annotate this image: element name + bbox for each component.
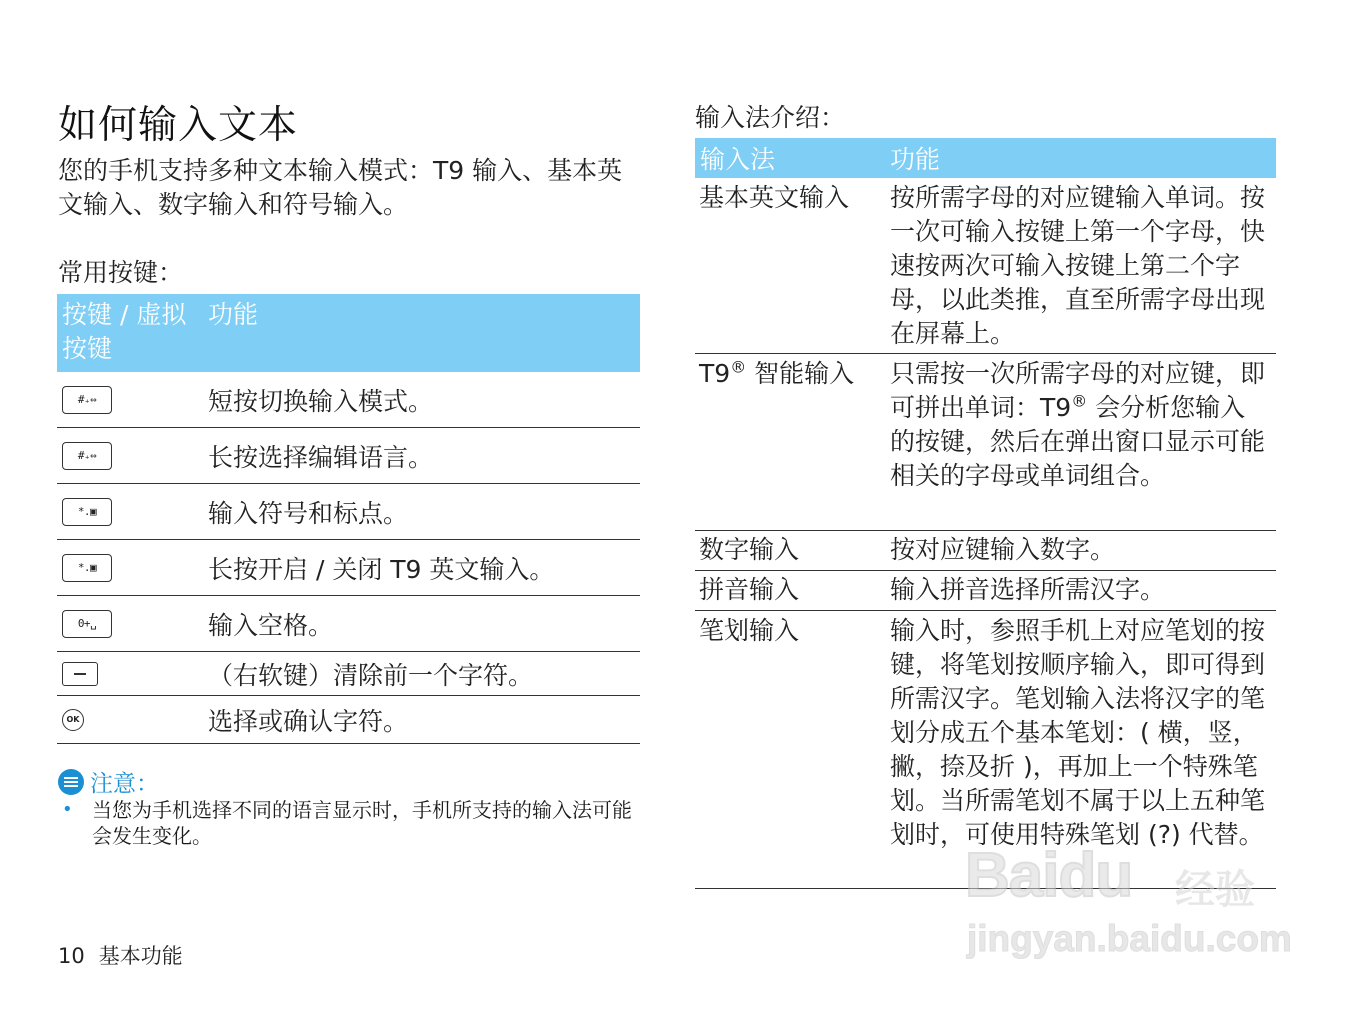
methods-header-method: 输入法 — [700, 145, 776, 174]
common-keys-heading: 常用按键： — [58, 258, 184, 287]
note-text: 当您为手机选择不同的语言显示时，手机所支持的输入法可能会发生变化。 — [92, 798, 632, 848]
key-cell — [57, 709, 208, 731]
intro-paragraph: 您的手机支持多种文本输入模式：T9 输入、基本英文输入、数字输入和符号输入。 — [58, 156, 623, 219]
input-methods-table — [695, 138, 1276, 889]
baidu-watermark — [965, 840, 1292, 970]
key-function: 短按切换输入模式。 — [208, 386, 434, 416]
key-cell — [57, 386, 208, 414]
method-name: 基本英文输入 — [699, 183, 850, 212]
key-function: 输入空格。 — [208, 610, 334, 640]
table-row — [57, 696, 640, 744]
registered-mark: ® — [730, 357, 747, 377]
method-desc-part1: 只需按一次所需字母的对应键，即可拼出单词：T9 — [890, 359, 1266, 422]
key-function: 长按开启 / 关闭 T9 英文输入。 — [208, 554, 555, 584]
key-function: 选择或确认字符。 — [208, 706, 409, 736]
key-cell — [57, 498, 208, 526]
table-row — [57, 540, 640, 596]
watermark-logo: Baidu — [965, 841, 1133, 910]
bullet-icon: • — [62, 799, 73, 820]
keys-table-header — [57, 294, 640, 372]
ok-key-icon: OK — [62, 709, 84, 731]
table-row — [695, 354, 1276, 531]
method-desc: 输入时，参照手机上对应笔划的按键，将笔划按顺序输入，即可得到所需汉字。笔划输入法将汉字的笔划分成五个基本笔划：( 横，竖，撇，捺及折 )，再加上一个特殊笔划。当所需笔划不属于以上五种笔划时，可使用特殊笔划 (?) 代替。 — [890, 616, 1266, 849]
table-row — [695, 571, 1276, 611]
keys-header-key-line2: 按键 — [62, 334, 113, 363]
hash-key-icon: #₊⇔ — [62, 442, 112, 470]
methods-header-func: 功能 — [890, 145, 941, 174]
key-cell — [57, 662, 208, 686]
method-desc: 输入拼音选择所需汉字。 — [890, 575, 1166, 604]
input-methods-heading: 输入法介绍： — [695, 103, 846, 132]
registered-mark: ® — [1071, 391, 1088, 411]
star-key-icon: *.▣ — [62, 554, 112, 582]
table-row — [57, 484, 640, 540]
note-item — [62, 797, 642, 849]
key-cell — [57, 610, 208, 638]
page-footer — [58, 940, 183, 970]
key-function: 输入符号和标点。 — [208, 498, 409, 528]
keys-header-key-line1: 按键 / 虚拟 — [62, 300, 187, 329]
key-function: （右软键）清除前一个字符。 — [208, 660, 534, 690]
method-name: 笔划输入 — [699, 616, 800, 645]
method-desc-part2: 会分析您输入的按键，然后在弹出窗口显示可能相关的字母或单词组合。 — [890, 393, 1266, 490]
method-name-t9: T9 — [699, 359, 731, 388]
watermark-url: jingyan.baidu.com — [967, 918, 1292, 959]
key-function: 长按选择编辑语言。 — [208, 442, 434, 472]
table-row — [57, 596, 640, 652]
hash-key-icon: #₊⇔ — [62, 386, 112, 414]
page-title: 如何输入文本 — [58, 103, 299, 148]
table-row — [695, 531, 1276, 571]
common-keys-table — [57, 294, 640, 744]
table-row — [57, 372, 640, 428]
page-number: 10 — [58, 944, 85, 968]
method-name: 数字输入 — [699, 535, 800, 564]
table-row — [57, 652, 640, 696]
method-name: 拼音输入 — [699, 575, 800, 604]
keys-header-func: 功能 — [208, 300, 259, 329]
section-name: 基本功能 — [98, 944, 183, 968]
table-row — [57, 428, 640, 484]
key-cell — [57, 442, 208, 470]
method-desc: 按所需字母的对应键输入单词。按一次可输入按键上第一个字母，快速按两次可输入按键上第二个字母，以此类推，直至所需字母出现在屏幕上。 — [890, 183, 1266, 348]
method-desc — [890, 357, 1276, 530]
method-name — [695, 357, 890, 530]
watermark-cn: 经验 — [1175, 867, 1255, 913]
keys-header-key — [57, 298, 208, 372]
star-key-icon: *.▣ — [62, 498, 112, 526]
note-title-text: 注意： — [90, 771, 159, 797]
method-name-suffix: 智能输入 — [746, 359, 855, 388]
zero-key-icon: 0+␣ — [62, 610, 112, 638]
method-desc: 按对应键输入数字。 — [890, 535, 1116, 564]
key-cell — [57, 554, 208, 582]
methods-table-header — [695, 138, 1276, 178]
note-heading — [58, 765, 159, 798]
note-icon — [58, 769, 84, 795]
right-softkey-icon — [62, 662, 98, 686]
table-row — [695, 178, 1276, 354]
